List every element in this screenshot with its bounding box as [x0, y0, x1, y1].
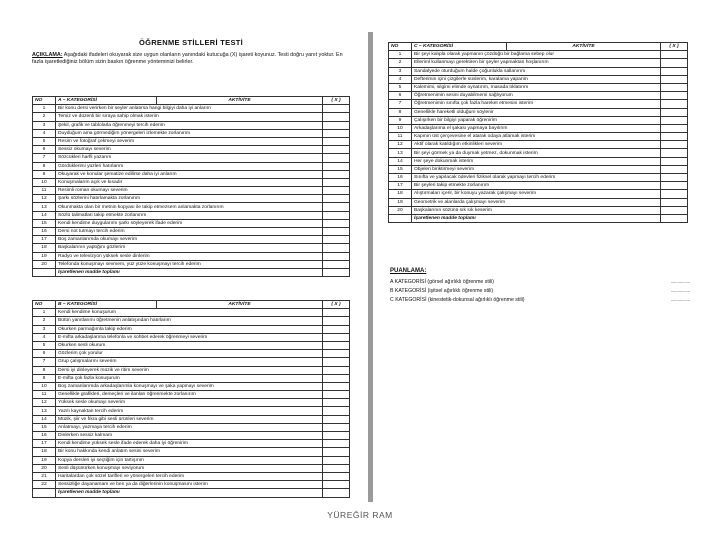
category-a-table [32, 96, 350, 277]
legend-label: A KATEGORİSİ (görsel ağırlıklı öğrenme stili) [390, 279, 494, 285]
mark-cell[interactable] [323, 382, 350, 390]
table-row [33, 407, 350, 415]
row-number: 16 [33, 228, 56, 236]
mark-cell[interactable] [323, 391, 350, 399]
mark-cell[interactable] [323, 162, 350, 170]
table-row [389, 182, 688, 190]
table-row [33, 105, 350, 113]
table-row [33, 121, 350, 129]
row-activity: Kalemimi, silgimi elimde oynatırım, masada tıklatırım [412, 83, 661, 91]
row-activity: Sınıfta ve yapılacak ödevleri fiziksel olarak yapmayı tercih ederim [412, 174, 661, 182]
table-row [33, 415, 350, 423]
row-activity: Radyo ve televizyon yüksek sesle dinlerim [56, 252, 323, 260]
row-activity: Bütün yanıtlarımı öğretmenin anlatışından hatırlarım [56, 317, 323, 325]
row-number: 12 [389, 141, 412, 149]
row-number: 10 [389, 124, 412, 132]
row-number: 6 [33, 146, 56, 154]
row-activity: Elleriml kullanmayı gerektiren bir şeyler yapmaktan hoşlanırım [412, 59, 661, 67]
page-title: ÖĞRENME STİLLERİ TESTİ [138, 38, 244, 47]
row-activity: Anlatmayı, yazmaya tercih ederim [56, 423, 323, 431]
mark-cell[interactable] [323, 236, 350, 244]
total-label: İşaretlenen madde toplamı [56, 268, 323, 276]
row-number: 12 [33, 195, 56, 203]
mark-cell[interactable] [661, 67, 688, 75]
category-b-rows [33, 309, 350, 489]
row-activity: Telefonda konuşmayı sevmem, yüz yüze konuşmayı tercih ederim [56, 260, 323, 268]
mark-cell[interactable] [323, 456, 350, 464]
row-number: 15 [389, 165, 412, 173]
row-activity: Genellikle hareketli olduğum söylenir [412, 108, 661, 116]
row-activity: Alıştırmaları içerir, bir konuyu yazarak çalışmayı severim [412, 190, 661, 198]
table-row [33, 195, 350, 203]
row-activity: Yüksek sesle okumayı severim [56, 399, 323, 407]
row-number: 2 [33, 113, 56, 121]
row-activity: Başkalarının sözünü sık sık keserim [412, 206, 661, 214]
table-row [33, 317, 350, 325]
mark-cell[interactable] [323, 228, 350, 236]
header-no: NO [33, 97, 56, 105]
mark-cell[interactable] [661, 124, 688, 132]
row-activity: Çalışırken bir bilgiyi yaparak öğrenirim [412, 116, 661, 124]
row-number: 18 [33, 244, 56, 252]
row-activity: Bir şeyi kalıpla olarak yapmanın çözdüğü bir bağlama sebep olur [412, 51, 661, 59]
header-no: NO [33, 301, 56, 309]
table-row [33, 432, 350, 440]
row-number: 13 [33, 203, 56, 211]
table-row [389, 92, 688, 100]
row-activity: Şekil, grafik ve tablolarla öğrenmeyi tercih ederim [56, 121, 323, 129]
row-number: 1 [33, 309, 56, 317]
table-row [389, 116, 688, 124]
table-row [389, 174, 688, 182]
mark-cell[interactable] [323, 325, 350, 333]
row-activity: Resim ve fotoğraf çekmeyi severim [56, 137, 323, 145]
row-number: 6 [33, 350, 56, 358]
row-activity: Temiz ve düzenli bir sıraya sahip olmak isterim [56, 113, 323, 121]
mark-cell[interactable] [323, 333, 350, 341]
header-category: B – KATEGORİSİ [56, 301, 157, 309]
row-activity: Bir şeyleri takip etmekte zorlanırım [412, 182, 661, 190]
row-number: 10 [33, 382, 56, 390]
mark-cell[interactable] [661, 92, 688, 100]
row-number: 5 [389, 83, 412, 91]
row-activity: Dersi not tutmayı tercih ederim [56, 228, 323, 236]
header-mark: ( X ) [661, 43, 688, 51]
mark-cell[interactable] [323, 203, 350, 211]
right-page [378, 32, 696, 502]
row-activity: Haritalardan çok sözel tarifleri ve yönergeleri tercih ederim [56, 472, 323, 480]
row-number: 13 [389, 149, 412, 157]
row-activity: Konuşmalarım açık ve kısadır [56, 178, 323, 186]
row-activity: Boş zamanlarımda okumayı severim [56, 236, 323, 244]
mark-cell[interactable] [661, 190, 688, 198]
score-blank[interactable]: ................. [670, 297, 690, 303]
row-activity: E-mifta çok fazla konuşurum [56, 374, 323, 382]
row-number: 8 [33, 162, 56, 170]
row-number: 15 [33, 423, 56, 431]
row-number: 17 [389, 182, 412, 190]
row-number: 19 [33, 456, 56, 464]
table-row [389, 51, 688, 59]
table-row [33, 309, 350, 317]
table-row [389, 190, 688, 198]
score-blank[interactable]: ................. [670, 279, 690, 285]
mark-cell[interactable] [323, 472, 350, 480]
row-number: 4 [33, 333, 56, 341]
mark-cell[interactable] [323, 195, 350, 203]
row-number: 1 [33, 105, 56, 113]
table-row [33, 228, 350, 236]
total-label: İşaretlenen madde toplamı [56, 489, 323, 497]
mark-cell[interactable] [323, 187, 350, 195]
mark-cell[interactable] [323, 448, 350, 456]
table-row [33, 146, 350, 154]
row-number: 2 [33, 317, 56, 325]
row-number: 13 [33, 407, 56, 415]
row-number: 1 [389, 51, 412, 59]
row-activity: Objeleri biriktirmeyi severim [412, 165, 661, 173]
row-number: 5 [33, 341, 56, 349]
mark-cell[interactable] [323, 154, 350, 162]
table-row [33, 170, 350, 178]
row-number: 22 [33, 481, 56, 489]
row-activity: Öğretmenimin sınıfta çok fazla hareket etmesini isterim [412, 100, 661, 108]
row-number: 18 [33, 448, 56, 456]
mark-cell[interactable] [661, 206, 688, 214]
legend-heading: PUANLAMA: [390, 268, 427, 274]
table-row [389, 141, 688, 149]
row-number: 17 [33, 440, 56, 448]
footer-text: YÜREĞİR RAM [327, 510, 393, 520]
mark-cell[interactable] [323, 260, 350, 268]
row-activity: Gördüklerimi yüzleri hatırlarım [56, 162, 323, 170]
total-label: İşaretlenen madde toplamı [412, 214, 661, 222]
table-row [33, 456, 350, 464]
mark-cell[interactable] [323, 407, 350, 415]
table-row [33, 391, 350, 399]
row-number: 19 [33, 252, 56, 260]
row-number: 10 [33, 178, 56, 186]
mark-cell[interactable] [323, 317, 350, 325]
scoring-legend [390, 268, 690, 305]
table-row [389, 59, 688, 67]
row-activity: Grup çalışmalarını severim [56, 358, 323, 366]
header-activity: AKTİVİTE [157, 97, 323, 105]
table-row [33, 325, 350, 333]
row-number: 3 [33, 325, 56, 333]
row-number: 17 [33, 236, 56, 244]
mark-cell[interactable] [661, 165, 688, 173]
mark-cell[interactable] [661, 157, 688, 165]
mark-cell[interactable] [661, 149, 688, 157]
row-activity: Yazılı kaynaktan tercih ederim [56, 407, 323, 415]
row-activity: E-mifta arkadaşlarıma telefonla ve sohbet ederek öğrenmeyi severim [56, 333, 323, 341]
table-row [389, 165, 688, 173]
mark-cell[interactable] [661, 51, 688, 59]
row-activity: Dersi iyi dinleyerek müzik ve ritim severim [56, 366, 323, 374]
row-activity: Dinlerken sessiz kalmam [56, 432, 323, 440]
row-number: 19 [389, 198, 412, 206]
mark-cell[interactable] [661, 59, 688, 67]
mark-cell[interactable] [661, 116, 688, 124]
row-number: 15 [33, 219, 56, 227]
mark-cell[interactable] [323, 252, 350, 260]
mark-cell[interactable] [323, 121, 350, 129]
table-row [33, 440, 350, 448]
row-number: 14 [389, 157, 412, 165]
table-row [33, 472, 350, 480]
left-page [24, 30, 358, 500]
row-number: 3 [389, 67, 412, 75]
mark-cell[interactable] [323, 481, 350, 489]
header-category: A – KATEGORİSİ [56, 97, 157, 105]
table-row [33, 374, 350, 382]
row-number: 4 [33, 129, 56, 137]
table-row [33, 203, 350, 211]
row-number: 14 [33, 211, 56, 219]
row-activity: Kapının üst çerçevesine el atarak odaya atlamak isterim [412, 133, 661, 141]
mark-cell[interactable] [323, 415, 350, 423]
mark-cell[interactable] [323, 432, 350, 440]
table-header [389, 43, 688, 51]
table-row [389, 108, 688, 116]
total-cell[interactable] [661, 214, 688, 222]
mark-cell[interactable] [323, 113, 350, 121]
mark-cell[interactable] [323, 211, 350, 219]
table-row [389, 198, 688, 206]
table-row [33, 350, 350, 358]
table-row [33, 219, 350, 227]
mark-cell[interactable] [323, 178, 350, 186]
intro-label: AÇIKLAMA: [32, 52, 63, 58]
score-blank[interactable]: ................. [670, 288, 690, 294]
row-number: 6 [389, 92, 412, 100]
mark-cell[interactable] [323, 341, 350, 349]
legend-label: B KATEGORİSİ (işitsel ağırlıklı öğrenme stili) [390, 288, 494, 294]
row-number: 18 [389, 190, 412, 198]
table-row [33, 137, 350, 145]
row-activity: Müzik, şiir ve fıkra gibi sesli ürünleri severim [56, 415, 323, 423]
table-row [33, 341, 350, 349]
row-number: 7 [389, 100, 412, 108]
header-mark: ( X ) [323, 301, 350, 309]
row-activity: Arkadaşlarıma el şakası yapmaya bayılırım [412, 124, 661, 132]
table-row [33, 399, 350, 407]
table-row [33, 244, 350, 252]
row-number: 8 [389, 108, 412, 116]
table-row [33, 358, 350, 366]
row-number: 16 [389, 174, 412, 182]
row-number: 2 [389, 59, 412, 67]
row-activity: Sessiz okumayı severim [56, 146, 323, 154]
mark-cell[interactable] [661, 182, 688, 190]
mark-cell[interactable] [323, 366, 350, 374]
mark-cell[interactable] [323, 137, 350, 145]
table-row [389, 100, 688, 108]
mark-cell[interactable] [323, 219, 350, 227]
category-a-rows [33, 105, 350, 269]
row-activity: Resimli roman okumayı severim [56, 187, 323, 195]
legend-row-b [390, 287, 690, 296]
mark-cell[interactable] [661, 100, 688, 108]
row-activity: Öğretmenimin sesini duyabilmemi sağlıyorum [412, 92, 661, 100]
row-number: 20 [33, 464, 56, 472]
row-number: 8 [33, 366, 56, 374]
total-cell[interactable] [323, 268, 350, 276]
header-no: NO [389, 43, 412, 51]
row-number: 4 [389, 75, 412, 83]
row-activity: Bir şeyi görmek ya da duymak yetmez, dokunmak isterim [412, 149, 661, 157]
row-activity: Bir konu hakkında kendi anlatım sesini severim [56, 448, 323, 456]
mark-cell[interactable] [323, 350, 350, 358]
row-activity: Her şeye dokunmak isterim [412, 157, 661, 165]
mark-cell[interactable] [323, 374, 350, 382]
mark-cell[interactable] [323, 358, 350, 366]
table-row [33, 260, 350, 268]
row-activity: Defterimin içini çizgilerle süslerim, karalama yaparım [412, 75, 661, 83]
row-activity: Şarkı sözlerini hatırlamakta zorlanırım [56, 195, 323, 203]
header-activity: AKTİVİTE [157, 301, 323, 309]
mark-cell[interactable] [323, 399, 350, 407]
intro-text: Aşağıdaki ifadeleri okuyarak size uygun olanların yanındaki kutucuğa (X) işareti koyunuz. Testi doğru yanıt yoktur. En fazla işaretlediğiniz bölüm sizin baskın öğrenme yönteminizi belirler. [32, 52, 343, 65]
row-activity: Sesli düşünürken konuşmayı seviyorum [56, 464, 323, 472]
row-activity: Sandalyede oturduğum halde çoğunlukla sallanırım [412, 67, 661, 75]
total-cell[interactable] [323, 489, 350, 497]
mark-cell[interactable] [323, 244, 350, 252]
table-row [389, 83, 688, 91]
row-activity: Sessizliğe dayanamam ve ben ya da diğerlerinin konuşmasını isterim [56, 481, 323, 489]
row-activity: Boş zamanlarımda arkadaşlarımla konuşmayı ve şaka yapmayı severim [56, 382, 323, 390]
mark-cell[interactable] [323, 464, 350, 472]
header-activity: AKTİVİTE [507, 43, 661, 51]
header-mark: ( X ) [323, 97, 350, 105]
row-number: 7 [33, 358, 56, 366]
table-header [33, 97, 350, 105]
table-row [33, 236, 350, 244]
table-row [33, 448, 350, 456]
mark-cell[interactable] [661, 198, 688, 206]
mark-cell[interactable] [323, 129, 350, 137]
row-number: 5 [33, 137, 56, 145]
table-row [389, 149, 688, 157]
row-number: 20 [33, 260, 56, 268]
row-number: 20 [389, 206, 412, 214]
table-row [33, 154, 350, 162]
mark-cell[interactable] [323, 105, 350, 113]
table-row [33, 252, 350, 260]
mark-cell[interactable] [661, 133, 688, 141]
table-row [389, 157, 688, 165]
mark-cell[interactable] [323, 423, 350, 431]
total-row [33, 489, 350, 497]
table-row [33, 178, 350, 186]
table-row [33, 162, 350, 170]
table-row [389, 75, 688, 83]
mark-cell[interactable] [661, 83, 688, 91]
row-activity: Duyduğum ama görmediğim yönergeleri izlemekte zorlanırım [56, 129, 323, 137]
table-row [33, 464, 350, 472]
row-activity: Başkalarının yaptığını gözlerim [56, 244, 323, 252]
mark-cell[interactable] [661, 174, 688, 182]
mark-cell[interactable] [661, 108, 688, 116]
table-row [33, 481, 350, 489]
row-number: 11 [33, 391, 56, 399]
row-number: 11 [389, 133, 412, 141]
table-header [33, 301, 350, 309]
row-activity: Genellikle grafikleri, demeçleri ve ilanları öğrenmekte zorlanırım [56, 391, 323, 399]
row-activity: Aktif olarak katıldığım etkinlikleri severim [412, 141, 661, 149]
mark-cell[interactable] [323, 440, 350, 448]
mark-cell[interactable] [323, 309, 350, 317]
row-activity: Kendi kendime yüksek sesle ifade ederek daha iyi öğrenirim [56, 440, 323, 448]
table-row [33, 113, 350, 121]
mark-cell[interactable] [323, 170, 350, 178]
row-activity: Sözcükleri harfli yazarım [56, 154, 323, 162]
page-divider [368, 32, 373, 502]
total-row [33, 268, 350, 276]
table-row [389, 133, 688, 141]
row-activity: Sözlü talimatları takip etmekte zorlanırım [56, 211, 323, 219]
legend-row-c [390, 296, 690, 305]
row-number: 16 [33, 432, 56, 440]
row-activity: Geometrik ve alanlarda çalışmayı severim [412, 198, 661, 206]
row-activity: Kendi kendime konuşurum [56, 309, 323, 317]
table-row [33, 187, 350, 195]
row-activity: Okurken parmağımla takip ederim [56, 325, 323, 333]
intro-paragraph [32, 52, 350, 65]
table-row [33, 211, 350, 219]
table-row [33, 382, 350, 390]
row-number: 21 [33, 472, 56, 480]
row-number: 3 [33, 121, 56, 129]
row-activity: Kopya dersleri iyi seçtiğim için tartışırım [56, 456, 323, 464]
category-c-rows [389, 51, 688, 215]
category-b-table [32, 300, 350, 498]
table-row [33, 129, 350, 137]
mark-cell[interactable] [661, 141, 688, 149]
row-number: 12 [33, 399, 56, 407]
table-row [389, 206, 688, 214]
table-row [33, 333, 350, 341]
legend-label: C KATEGORİSİ (kinestetik-dokunsal ağırlıklı öğrenme stili) [390, 297, 525, 303]
row-activity: Bir konu dersi verirken bir seyler anlatırsa hangi bilgiyi daha iyi anlarım [56, 105, 323, 113]
table-row [389, 124, 688, 132]
row-number: 11 [33, 187, 56, 195]
table-row [389, 67, 688, 75]
row-number: 14 [33, 415, 56, 423]
total-row [389, 214, 688, 222]
row-number: 9 [33, 170, 56, 178]
header-category: C – KATEGORİSİ [412, 43, 507, 51]
row-activity: Okuyarak ve konular şematize edilirse daha iyi anlarım [56, 170, 323, 178]
row-activity: Gözlerim çok yorulur [56, 350, 323, 358]
table-row [33, 423, 350, 431]
category-c-table [388, 42, 688, 223]
legend-row-a [390, 278, 690, 287]
row-number: 7 [33, 154, 56, 162]
row-activity: Kendi kendime duygularımı şarkı söyleyerek ifade ederim [56, 219, 323, 227]
mark-cell[interactable] [323, 146, 350, 154]
row-number: 9 [33, 374, 56, 382]
row-activity: Okunmakta olan bir metnin kopyası ile takip etmezsem anlamakta zorlanırım [56, 203, 323, 211]
row-activity: Okurken sesli okurum [56, 341, 323, 349]
table-row [33, 366, 350, 374]
mark-cell[interactable] [661, 75, 688, 83]
row-number: 9 [389, 116, 412, 124]
